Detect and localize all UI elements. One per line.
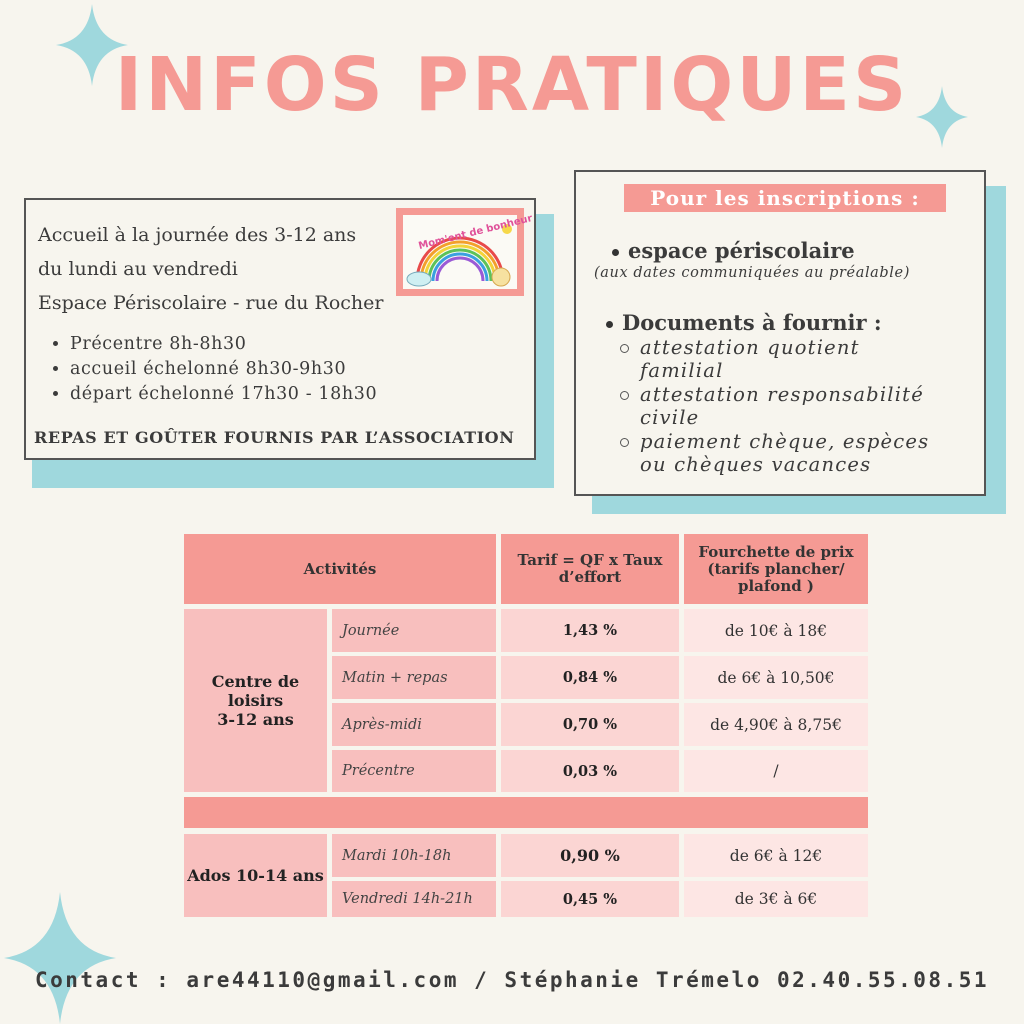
page-title: INFOS PRATIQUES — [114, 42, 910, 128]
header-tarif — [501, 534, 679, 604]
document-line: attestation quotient — [640, 336, 860, 359]
price-cell: de 6€ à 12€ — [684, 834, 868, 877]
accueil-line-2: du lundi au vendredi — [38, 258, 238, 280]
inscription-item — [612, 238, 855, 263]
header-tarif-line: d’effort — [558, 568, 622, 586]
activity-cell: Après-midi — [332, 703, 496, 746]
document-line: ou chèques vacances — [640, 453, 872, 476]
activity-cell: Mardi 10h-18h — [332, 834, 496, 877]
activity-cell: Matin + repas — [332, 656, 496, 699]
horaires-list — [48, 332, 377, 407]
group-label-line: Centre de — [211, 672, 300, 691]
rate-cell: 0,70 % — [501, 703, 679, 746]
logo-text: Mom'ent de bonheur — [417, 213, 534, 252]
document-item — [640, 383, 924, 429]
inscription-note: (aux dates communiquées au préalable) — [594, 265, 910, 281]
header-activites: Activités — [184, 534, 496, 604]
documents-item-label: Documents à fournir : — [622, 310, 882, 335]
circle-bullet-icon — [620, 391, 629, 400]
inscriptions-box — [574, 170, 986, 496]
rate-cell: 0,03 % — [501, 750, 679, 792]
activity-cell: Précentre — [332, 750, 496, 792]
activity-cell: Vendredi 14h-21h — [332, 881, 496, 917]
logo-frame — [396, 208, 534, 296]
document-line: civile — [640, 406, 700, 429]
bullet-icon — [612, 249, 619, 256]
group-label-line: loisirs — [227, 691, 284, 710]
header-prix-line: Fourchette de prix — [698, 542, 854, 561]
rate-cell: 0,84 % — [501, 656, 679, 699]
rate-cell: 0,90 % — [501, 834, 679, 877]
document-line: paiement chèque, espèces — [640, 430, 930, 453]
group-label-line: 3-12 ans — [217, 710, 294, 729]
header-prix-line: plafond ) — [737, 576, 815, 595]
document-line: familial — [640, 359, 724, 382]
price-cell: / — [684, 750, 868, 792]
accueil-line-3: Espace Périscolaire - rue du Rocher — [38, 292, 384, 314]
header-tarif-line: Tarif = QF x Taux — [517, 551, 663, 569]
table-separator — [184, 797, 868, 828]
bullet-icon — [606, 321, 613, 328]
group-ados: Ados 10-14 ans — [184, 834, 327, 917]
contact-line: Contact : are44110@gmail.com / Stéphanie Trémelo 02.40.55.08.51 — [34, 968, 989, 992]
horaire-item: • départ échelonné 17h30 - 18h30 — [70, 382, 377, 407]
accueil-box — [24, 198, 536, 460]
activity-cell: Journée — [332, 609, 496, 652]
group-centre-loisirs — [184, 609, 327, 792]
price-cell: de 3€ à 6€ — [684, 881, 868, 917]
sparkle-bottom-left-icon — [4, 892, 116, 1024]
price-cell: de 4,90€ à 8,75€ — [684, 703, 868, 746]
document-line: attestation responsabilité — [640, 383, 924, 406]
inscriptions-heading: Pour les inscriptions : — [624, 184, 946, 212]
inscription-item-label: espace périscolaire — [628, 238, 855, 263]
documents-item — [606, 310, 882, 335]
price-cell: de 6€ à 10,50€ — [684, 656, 868, 699]
repas-notice: REPAS ET GOÛTER FOURNIS PAR L’ASSOCIATION — [34, 428, 515, 447]
header-prix-line: (tarifs plancher/ — [707, 559, 845, 578]
document-item — [640, 430, 929, 476]
rate-cell: 0,45 % — [501, 881, 679, 917]
circle-bullet-icon — [620, 438, 629, 447]
horaire-item: • accueil échelonné 8h30-9h30 — [70, 357, 377, 382]
logo — [403, 213, 534, 289]
header-prix — [684, 534, 868, 604]
horaire-item: • Précentre 8h-8h30 — [70, 332, 377, 357]
circle-bullet-icon — [620, 344, 629, 353]
document-item — [640, 336, 860, 382]
price-cell: de 10€ à 18€ — [684, 609, 868, 652]
accueil-line-1: Accueil à la journée des 3-12 ans — [38, 224, 357, 246]
rate-cell: 1,43 % — [501, 609, 679, 652]
